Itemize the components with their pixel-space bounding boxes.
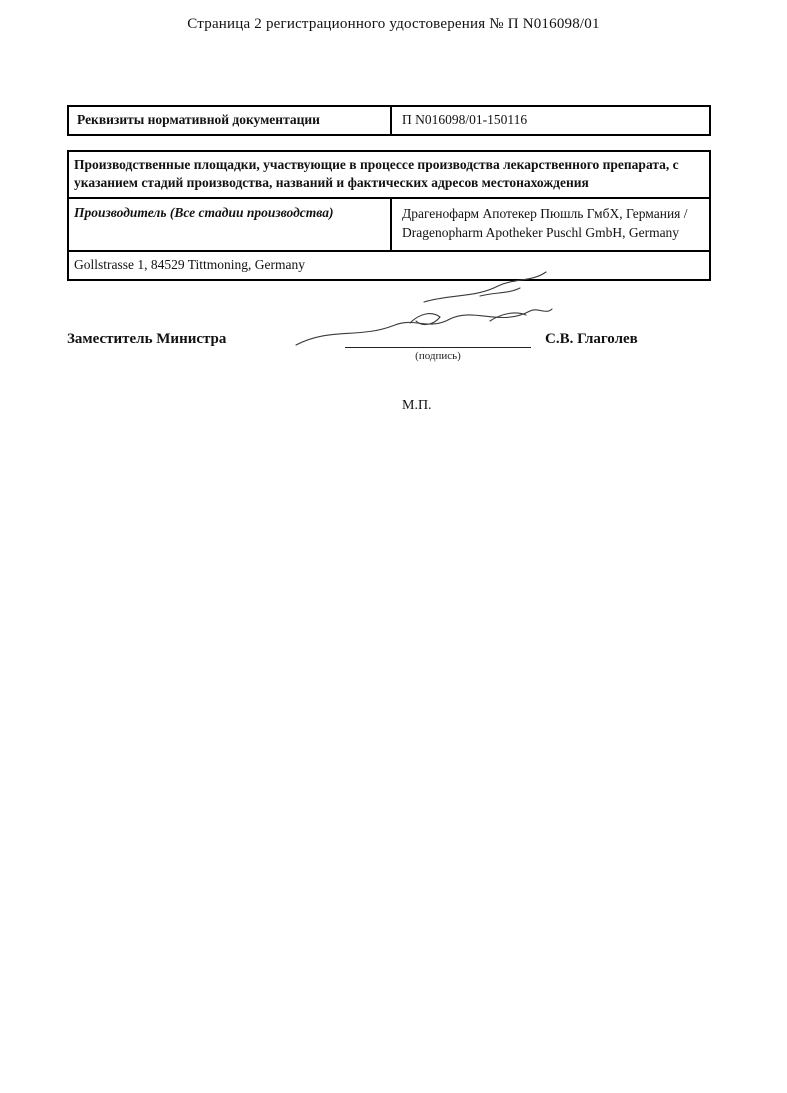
signatory-name: С.В. Глаголев — [545, 331, 638, 347]
pen-scribble-icon — [420, 268, 550, 308]
production-sites-header: Производственные площадки, участвующие в процессе производства лекарственного препарата, с указанием стадий производства, названий и фактических адресов местонахождения — [69, 152, 709, 199]
page-title: Страница 2 регистрационного удостоверения № П N016098/01 — [187, 16, 600, 32]
signature-scribble-icon — [290, 305, 555, 351]
normative-docs-table — [67, 105, 711, 136]
producer-address: Gollstrasse 1, 84529 Tittmoning, Germany — [74, 256, 306, 272]
normative-docs-label: Реквизиты нормативной документации — [69, 107, 392, 134]
stamp-placeholder: М.П. — [402, 398, 432, 413]
signature-caption: (подпись) — [415, 350, 461, 362]
table-row — [69, 199, 709, 251]
normative-docs-value: П N016098/01-150116 — [402, 112, 528, 127]
production-sites-table — [67, 150, 711, 281]
signatory-title: Заместитель Министра — [67, 331, 227, 347]
producer-label: Производитель (Все стадии производства) — [69, 199, 392, 249]
producer-value: Драгенофарм Апотекер Пюшль ГмбХ, Германия / Dragenopharm Apotheker Puschl GmbH, Germany — [402, 206, 688, 240]
signature-line — [345, 347, 531, 348]
